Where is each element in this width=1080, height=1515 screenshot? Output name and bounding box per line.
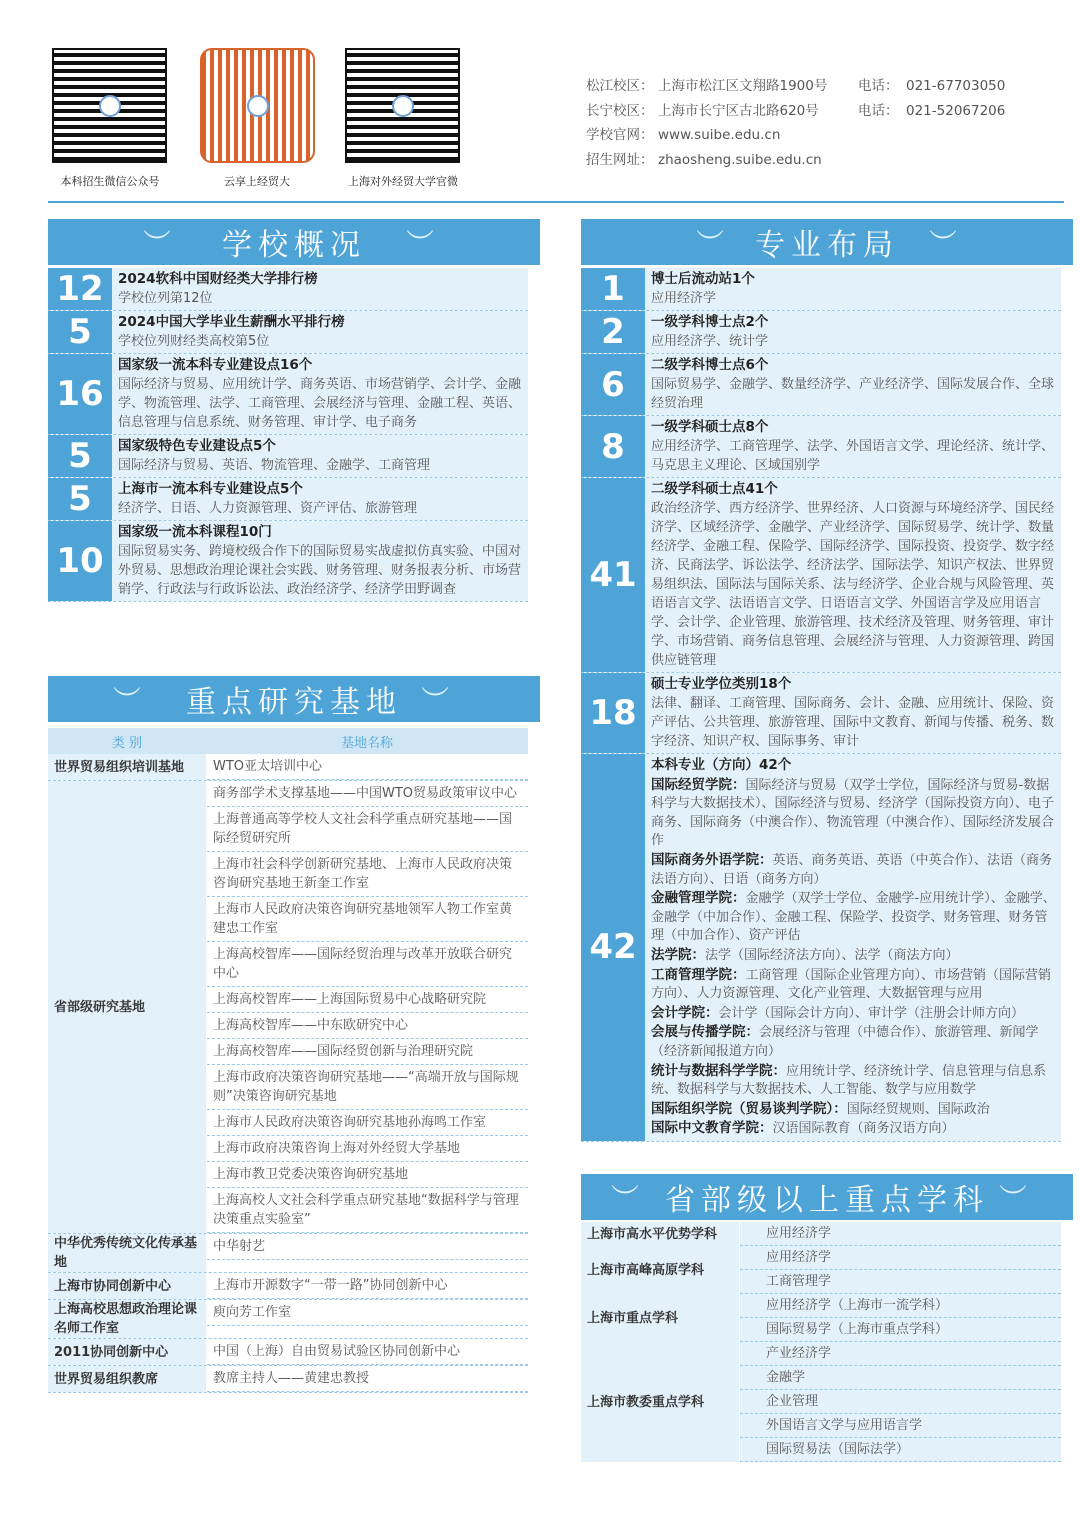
major-title: 本科专业（方向）42个 [651,757,792,773]
research-base: 上海高校智库——中东欧研究中心 [207,1013,528,1039]
research-base: 上海市教卫党委决策咨询研究基地 [207,1162,528,1188]
overview-list [48,268,528,602]
major-item [581,416,1061,478]
research-base: WTO亚太培训中心 [207,754,528,780]
research-base: 上海市社会科学创新研究基地、上海市人民政府决策咨询研究基地王新奎工作室 [207,852,528,897]
school-name: 法学院： [651,946,705,963]
school-majors: 国际经济与贸易（双学士学位，国际经济与贸易-数据科学与大数据技术）、国际经济与贸易、经济学（国际投资方向）、电子商务、国际商务（中澳合作）、物流管理（中澳合作）、国际经济发展合作 [651,777,1055,849]
research-base: 上海普通高等学校人文社会科学重点研究基地——国际经贸研究所 [207,807,528,852]
discipline-item: 工商管理学 [740,1270,1061,1294]
website-link[interactable]: www.suibe.edu.cn [658,127,781,143]
research-group [48,1273,528,1300]
overview-text [112,354,528,434]
research-group [48,1366,528,1393]
research-base: 上海高校智库——国际经贸治理与改革开放联合研究中心 [207,942,528,987]
research-base: 上海市政府决策咨询研究基地——“高端开放与国际规则”决策咨询研究基地 [207,1065,528,1110]
overview-title: 国家级一流本科专业建设点16个 [118,357,313,373]
research-category: 上海高校思想政治理论课名师工作室 [48,1300,206,1338]
major-item [581,354,1061,416]
overview-text [112,478,528,520]
discipline-group [581,1222,1061,1246]
research-base: 中华射艺 [207,1234,528,1260]
school-item [651,889,1057,946]
major-number: 6 [581,354,645,415]
major-title: 二级学科博士点6个 [651,357,769,373]
research-base: 上海市政府决策咨询上海对外经贸大学基地 [207,1136,528,1162]
school-name: 工商管理学院： [651,966,746,983]
banner-disciplines: ︶ 省部级以上重点学科 ︶ [581,1174,1073,1220]
major-desc: 法律、翻译、工商管理、国际商务、会计、金融、应用统计、保险、资产评估、公共管理、旅游管理、国际中文教育、新闻与传播、税务、数字经济、知识产权、国际事务、审计 [651,696,1055,749]
major-item [581,311,1061,354]
overview-desc: 国际经济与贸易、应用统计学、商务英语、市场营销学、会计学、金融学、物流管理、法学、工商管理、会展经济与管理、金融工程、英语、信息管理与信息系统、财务管理、审计学、电子商务 [118,377,522,430]
overview-number: 12 [48,268,112,310]
overview-desc: 经济学、日语、人力资源管理、资产评估、旅游管理 [118,501,418,516]
discipline-item: 企业管理 [740,1390,1061,1414]
major-desc: 政治经济学、西方经济学、世界经济、人口资源与环境经济学、国民经济学、区域经济学、金融学、产业经济学、国际贸易学、统计学、数量经济学、金融工程、保险学、国际经济学、国际投资、投资学、数字经济、民商法学、诉讼法学、经济法学、国际法学、知识产权法、世界贸易组织法、国际法与国际关系、法与经济学、企业合规与风险管理、英语语言文学、法语语言文学、日语语言文学、外国语言学及应用语言学、会计学、企业管理、旅游管理、技术经济及管理、财务管理、审计学、市场营销、商务信息管理、会展经济与管理、人力资源管理、跨国供应链管理 [651,501,1055,668]
school-majors: 会展经济与管理（中德合作）、旅游管理、新闻学（经济新闻报道方向） [651,1025,1039,1059]
discipline-item: 应用经济学 [740,1222,1061,1246]
discipline-item: 产业经济学 [740,1342,1061,1366]
overview-number: 5 [48,311,112,353]
overview-title: 上海市一流本科专业建设点5个 [118,481,303,497]
school-majors: 会计学（国际会计方向）、审计学（注册会计师方向） [718,1005,1025,1021]
banner-overview: ︶ 学校概况 ︶ [48,219,540,265]
school-name: 国际组织学院（贸易谈判学院）： [651,1100,847,1117]
major-number: 1 [581,268,645,310]
overview-title: 国家级特色专业建设点5个 [118,438,276,454]
school-item [651,851,1057,889]
major-title: 博士后流动站1个 [651,271,755,287]
majors-list [581,268,1061,1142]
school-item [651,776,1057,851]
school-item [651,1119,1057,1139]
major-number: 2 [581,311,645,353]
major-text [645,754,1061,1141]
school-majors: 英语、商务英语、英语（中英合作）、法语（商务法语方向）、日语（商务方向） [651,852,1053,887]
research-base: 上海市开源数字“一带一路”协同创新中心 [207,1273,528,1299]
discipline-item: 应用经济学（上海市一流学科） [740,1294,1061,1318]
major-title: 一级学科博士点2个 [651,314,769,330]
overview-text [112,521,528,601]
overview-number: 5 [48,478,112,520]
major-text [645,478,1061,672]
overview-text [112,268,528,310]
research-base: 上海高校人文社会科学重点研究基地“数据科学与管理决策重点实验室” [207,1188,528,1233]
admission-link[interactable]: zhaosheng.suibe.edu.cn [658,151,822,168]
discipline-category: 上海市教委重点学科 [581,1342,739,1462]
research-group [48,1339,528,1366]
qr-label: 上海对外经贸大学官微 [348,175,458,188]
research-group [48,781,528,1234]
banner-majors: ︶ 专业布局 ︶ [581,219,1073,265]
discipline-category: 上海市高峰高原学科 [581,1246,739,1294]
qr-code-weibo[interactable] [345,48,460,163]
research-category: 世界贸易组织教席 [48,1366,206,1392]
major-title: 硕士专业学位类别18个 [651,676,792,692]
major-text [645,268,1061,310]
research-base: 上海市人民政府决策咨询研究基地孙海鸣工作室 [207,1110,528,1136]
discipline-group [581,1246,1061,1294]
major-item [581,268,1061,311]
divider [48,201,1064,203]
major-text [645,416,1061,477]
discipline-group [581,1342,1061,1462]
overview-text [112,311,528,353]
contact-info: 松江校区： 上海市松江区文翔路1900号 电话： 021-67703050 长宁校区： 上海市长宁区古北路620号 电话： 021-52067206 学校官网： www.suibe.edu.cn 招生网址： zhaosheng.suibe.edu.cn [586,74,1005,172]
discipline-group [581,1294,1061,1342]
banner-research: ︶ 重点研究基地 ︶ [48,676,540,722]
school-item [651,1062,1057,1100]
major-number: 42 [581,754,645,1141]
research-category: 上海市协同创新中心 [48,1273,206,1299]
school-item [651,1004,1057,1024]
research-category: 中华优秀传统文化传承基地 [48,1234,206,1272]
research-base: 上海高校智库——国际经贸创新与治理研究院 [207,1039,528,1065]
school-item [651,966,1057,1004]
research-base: 商务部学术支撑基地——中国WTO贸易政策审议中心 [207,781,528,807]
overview-desc: 学校位列财经类高校第5位 [118,334,270,349]
overview-item [48,435,528,478]
school-name: 国际商务外语学院： [651,851,773,868]
overview-item [48,354,528,435]
major-desc: 应用经济学、工商管理学、法学、外国语言文学、理论经济、统计学、马克思主义理论、区域国别学 [651,439,1055,473]
major-desc: 国际贸易学、金融学、数量经济学、产业经济学、国际发展合作、全球经贸治理 [651,377,1055,411]
discipline-item: 国际贸易学（上海市重点学科） [740,1318,1061,1342]
overview-title: 2024中国大学毕业生薪酬水平排行榜 [118,314,345,330]
school-majors: 国际经贸规则、国际政治 [846,1101,990,1117]
major-number: 41 [581,478,645,672]
major-title: 一级学科硕士点8个 [651,419,769,435]
research-category: 世界贸易组织培训基地 [48,754,206,780]
school-majors: 汉语国际教育（商务汉语方向） [772,1121,955,1137]
major-item [581,478,1061,673]
research-group [48,1300,528,1339]
qr-label: 本科招生微信公众号 [60,175,160,188]
school-majors: 工商管理（国际企业管理方向）、市场营销（国际营销方向）、人力资源管理、文化产业管理、大数据管理与应用 [651,967,1052,1002]
research-base: 教席主持人——黄建忠教授 [207,1366,528,1392]
research-category: 省部级研究基地 [48,781,206,1233]
overview-number: 16 [48,354,112,434]
discipline-item: 金融学 [740,1366,1061,1390]
discipline-category: 上海市重点学科 [581,1294,739,1342]
overview-text [112,435,528,477]
qr-code-wechat[interactable] [52,48,167,163]
overview-number: 10 [48,521,112,601]
research-group [48,754,528,781]
qr-label: 云享上经贸大 [224,175,290,188]
disciplines-table [581,1222,1061,1462]
discipline-item: 国际贸易法（国际法学） [740,1438,1061,1462]
research-table: 类 别 基地名称 世界贸易组织培训基地 WTO亚太培训中心 省部级研究基地 商务部学术支撑基地——中国WTO贸易政策审议中心 上海普通高等学校人文社会科学重点研究基地——国际经贸研究所 上海市社会科学创新研究基地、上海市人民政府决策咨询研究基地王新奎工作室 上海市人民政府决策咨询研究基地领军人物工作室黄建忠工作室 上海高校智库——国际经贸治理与改革开放联合研究中心 上海高校智库——上海国际贸易中心战略研究院 上海高校智库——中东欧研究中心 上海高校智库——国际经贸创新与治理研究院 上海市政府决策咨询研究基地——“高端开放与国际规则”决策咨询研究基地 上海市人民政府决策咨询研究基地孙海鸣工作室 上海市政府决策咨询上海对外经贸大学基地 上海市教卫党委决策咨询研究基地 上海高校人文社会科学重点研究基地“数据科学与管理决策重点实验室” 中华优秀传统文化传承基地 中华射艺 上海市协同创新中心 上海市开源数字“一带一路”协同创新中心 上海高校思想政治理论课名师工作室 庾向芳工作室 2011协同创新中心 中国（上海）自由贸易试验区协同创新中心 世界贸易组织教席 教席主持人——黄建忠教授 [48,728,528,1393]
overview-item [48,478,528,521]
school-item [651,1100,1057,1120]
overview-desc: 国际贸易实务、跨境校级合作下的国际贸易实战虚拟仿真实验、中国对外贸易、思想政治理论课社会实践、财务管理、财务报表分析、市场营销学、行政法与行政诉讼法、政治经济学、经济学田野调查 [118,544,522,597]
school-name: 国际经贸学院： [651,776,746,793]
major-text [645,354,1061,415]
major-desc: 应用经济学、统计学 [651,334,769,349]
overview-number: 5 [48,435,112,477]
school-name: 会计学院： [651,1004,719,1021]
discipline-item: 应用经济学 [740,1246,1061,1270]
school-name: 会展与传播学院： [651,1024,759,1041]
overview-item [48,521,528,602]
major-item-undergrad [581,754,1061,1142]
qr-code-cloud[interactable] [200,48,315,163]
school-majors: 应用统计学、经济统计学、信息管理与信息系统、数据科学与大数据技术、人工智能、数学与应用数学 [651,1063,1047,1098]
overview-item [48,311,528,354]
overview-item [48,268,528,311]
major-number: 18 [581,673,645,753]
research-base: 庾向芳工作室 [207,1300,528,1326]
research-group [48,1234,528,1273]
school-item [651,1023,1057,1061]
overview-title: 2024软科中国财经类大学排行榜 [118,271,318,287]
school-majors: 法学（国际经济法方向）、法学（商法方向） [705,947,959,963]
major-text [645,311,1061,353]
research-base: 上海市人民政府决策咨询研究基地领军人物工作室黄建忠工作室 [207,897,528,942]
research-base: 中国（上海）自由贸易试验区协同创新中心 [207,1339,528,1365]
research-category: 2011协同创新中心 [48,1339,206,1365]
school-name: 统计与数据科学学院： [651,1062,786,1079]
major-item [581,673,1061,754]
school-item [651,946,1057,966]
school-name: 国际中文教育学院： [651,1120,773,1137]
major-number: 8 [581,416,645,477]
major-title: 二级学科硕士点41个 [651,481,778,497]
overview-title: 国家级一流本科课程10门 [118,524,272,540]
major-text [645,673,1061,753]
major-desc: 应用经济学 [651,291,717,306]
research-base: 上海高校智库——上海国际贸易中心战略研究院 [207,987,528,1013]
school-name: 金融管理学院： [651,890,746,907]
discipline-item: 外国语言文学与应用语言学 [740,1414,1061,1438]
discipline-category: 上海市高水平优势学科 [581,1222,739,1246]
overview-desc: 学校位列第12位 [118,291,213,306]
school-majors: 金融学（双学士学位、金融学-应用统计学）、金融学、金融学（中加合作）、金融工程、保险学、投资学、财务管理、财务管理（中加合作）、资产评估 [651,891,1056,944]
overview-desc: 国际经济与贸易、英语、物流管理、金融学、工商管理 [118,458,431,473]
